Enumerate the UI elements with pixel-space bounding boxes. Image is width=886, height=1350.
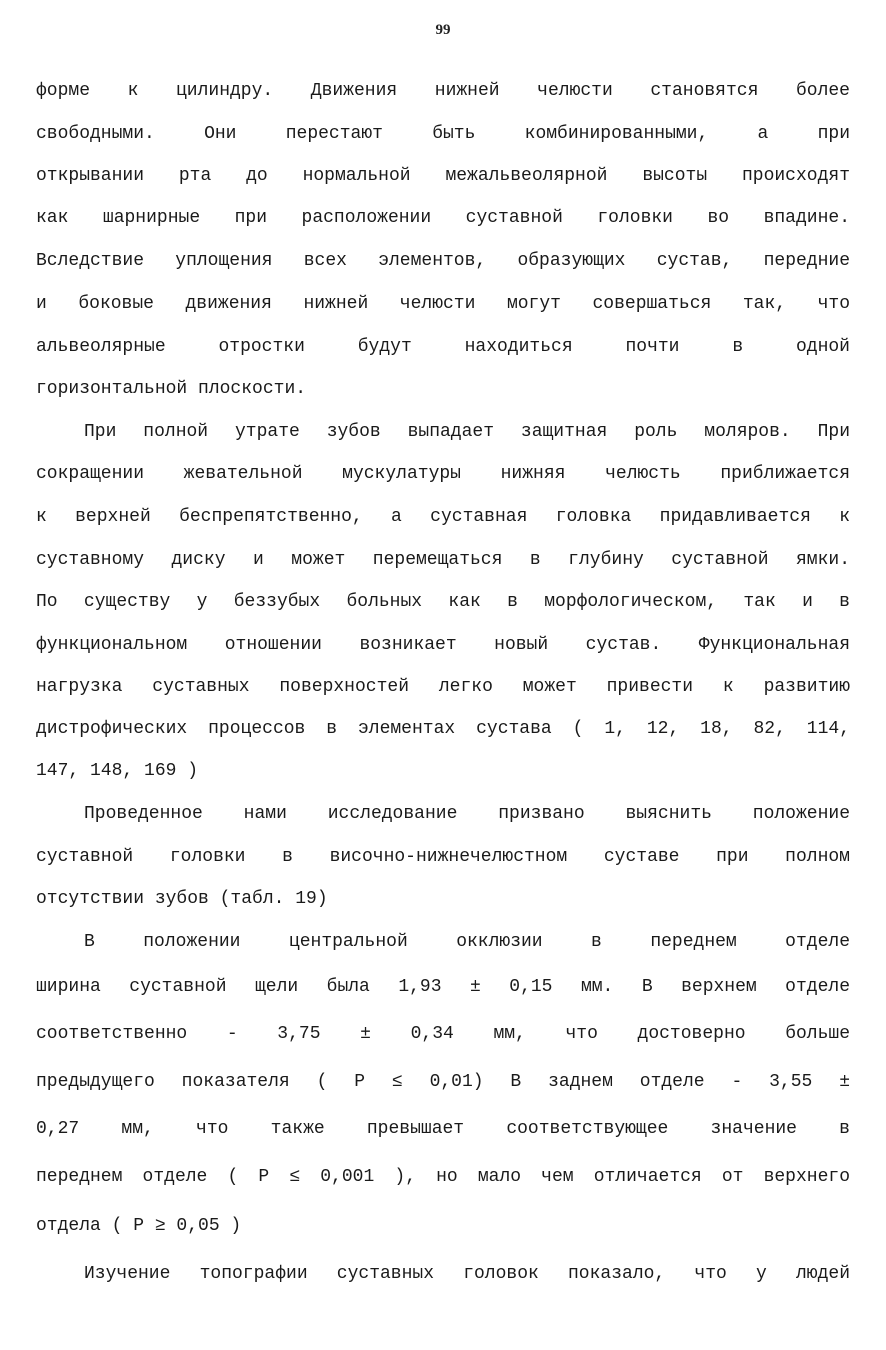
text-line: функциональном отношении возникает новый сустав. Функциональная (36, 635, 850, 655)
text-line: сокращении жевательной мускулатуры нижняя челюсть приближается (36, 464, 850, 484)
text-line: свободными. Они перестают быть комбинированными, а при (36, 124, 850, 144)
text-line: Вследствие уплощения всех элементов, образующих сустав, передние (36, 251, 850, 271)
text-line: ширина суставной щели была 1,93 ± 0,15 мм. В верхнем отделе (36, 977, 850, 997)
page-number: 99 (435, 22, 451, 38)
text-line: альвеолярные отростки будут находиться почти в одной (36, 337, 850, 357)
text-line: 147, 148, 169 ) (36, 761, 199, 781)
text-line: суставному диску и может перемещаться в глубину суставной ямки. (36, 550, 850, 570)
text-line: дистрофических процессов в элементах сустава ( 1, 12, 18, 82, 114, (36, 719, 850, 739)
text-line: и боковые движения нижней челюсти могут совершаться так, что (36, 294, 850, 314)
text-line: горизонтальной плоскости. (36, 379, 307, 399)
text-line: нагрузка суставных поверхностей легко может привести к развитию (36, 677, 850, 697)
text-line: форме к цилиндру. Движения нижней челюсти становятся более (36, 81, 850, 101)
text-line: переднем отделе ( Р ≤ 0,001 ), но мало чем отличается от верхнего (36, 1167, 850, 1187)
text-line: предыдущего показателя ( Р ≤ 0,01) В заднем отделе - 3,55 ± (36, 1072, 850, 1092)
text-line: Проведенное нами исследование призвано выяснить положение (84, 804, 850, 824)
text-line: соответственно - 3,75 ± 0,34 мм, что достоверно больше (36, 1024, 850, 1044)
text-line: В положении центральной окклюзии в переднем отделе (84, 932, 850, 952)
text-line: как шарнирные при расположении суставной головки во впадине. (36, 208, 850, 228)
text-line: открывании рта до нормальной межальвеолярной высоты происходят (36, 166, 850, 186)
text-line: отсутствии зубов (табл. 19) (36, 889, 328, 909)
text-line: По существу у беззубых больных как в морфологическом, так и в (36, 592, 850, 612)
text-line: Изучение топографии суставных головок показало, что у людей (84, 1264, 850, 1284)
text-line: суставной головки в височно-нижнечелюстном суставе при полном (36, 847, 850, 867)
text-line: 0,27 мм, что также превышает соответствующее значение в (36, 1119, 850, 1139)
text-line: отдела ( Р ≥ 0,05 ) (36, 1216, 242, 1236)
text-line: к верхней беспрепятственно, а суставная головка придавливается к (36, 507, 850, 527)
text-line: При полной утрате зубов выпадает защитная роль моляров. При (84, 422, 850, 442)
